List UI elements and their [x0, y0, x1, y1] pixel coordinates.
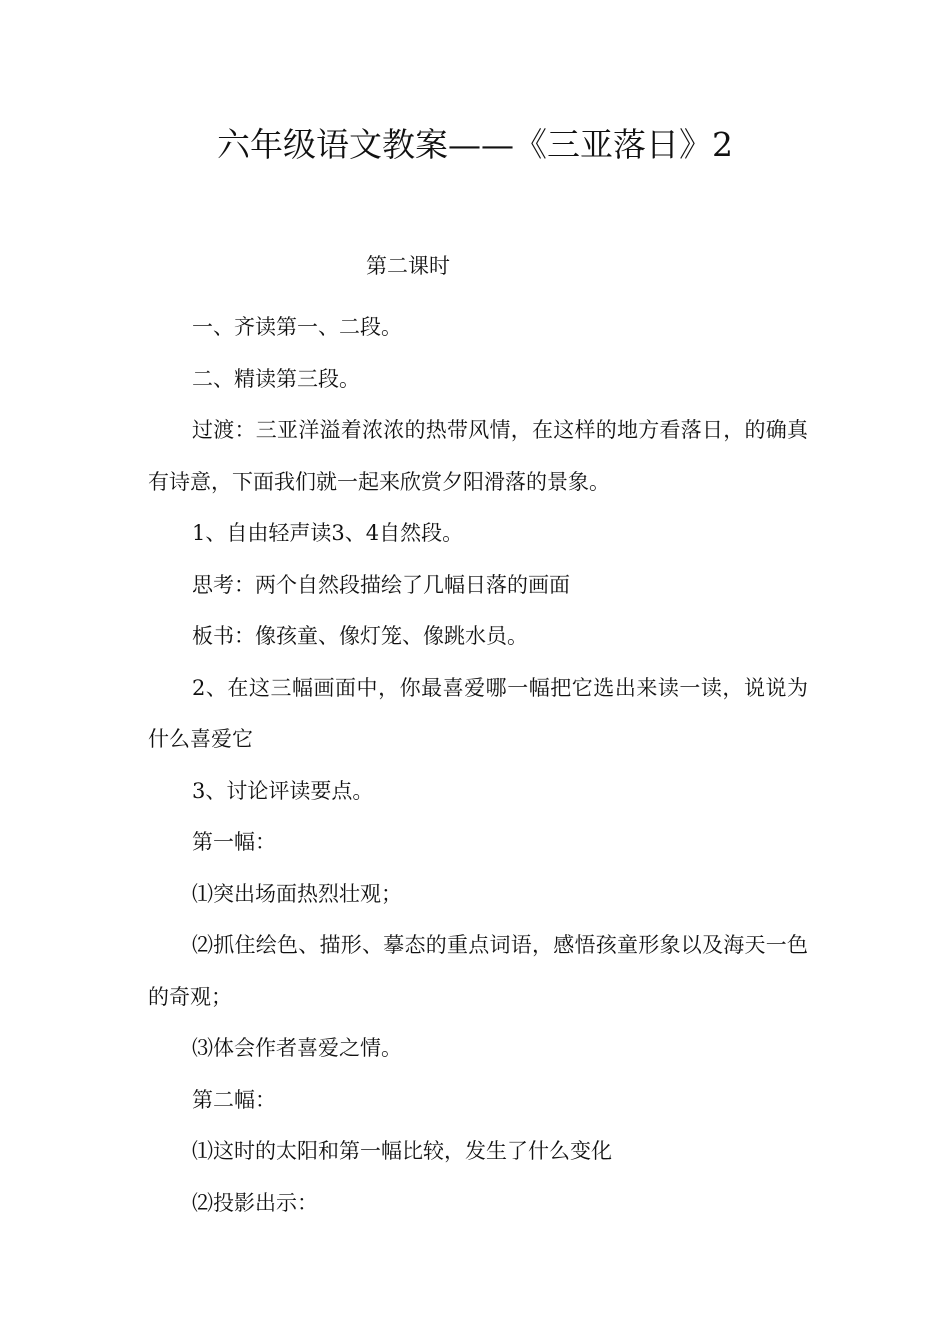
lesson-subtitle: 第二课时 — [366, 254, 450, 278]
document-title: 六年级语文教案——《三亚落日》2 — [217, 125, 733, 164]
paragraph: ⑵投影出示： — [192, 1190, 318, 1215]
paragraph: 1、自由轻声读3、4自然段。 — [192, 521, 464, 545]
paragraph: 板书：像孩童、像灯笼、像跳水员。 — [192, 624, 528, 648]
paragraph: 3、讨论评读要点。 — [192, 778, 374, 803]
paragraph: ⑴突出场面热烈壮观； — [192, 881, 402, 906]
paragraph: 第二幅： — [192, 1087, 276, 1112]
paragraph: ⑵抓住绘色、描形、摹态的重点词语，感悟孩童形象以及海天一色的奇观； — [148, 933, 808, 1009]
paragraph: ⑴这时的太阳和第一幅比较，发生了什么变化 — [192, 1139, 612, 1163]
paragraph: ⑶体会作者喜爱之情。 — [192, 1036, 402, 1060]
paragraph: 2、在这三幅画面中，你最喜爱哪一幅把它选出来读一读，说说为什么喜爱它 — [148, 675, 808, 751]
paragraph: 一、齐读第一、二段。 — [192, 315, 402, 339]
paragraph: 过渡：三亚洋溢着浓浓的热带风情，在这样的地方看落日，的确真有诗意，下面我们就一起来欣赏夕阳滑落的景象。 — [148, 418, 808, 494]
paragraph: 二、精读第三段。 — [192, 366, 360, 391]
paragraph: 第一幅： — [192, 830, 276, 854]
paragraph: 思考：两个自然段描绘了几幅日落的画面 — [192, 572, 570, 597]
document-body — [148, 302, 808, 1229]
